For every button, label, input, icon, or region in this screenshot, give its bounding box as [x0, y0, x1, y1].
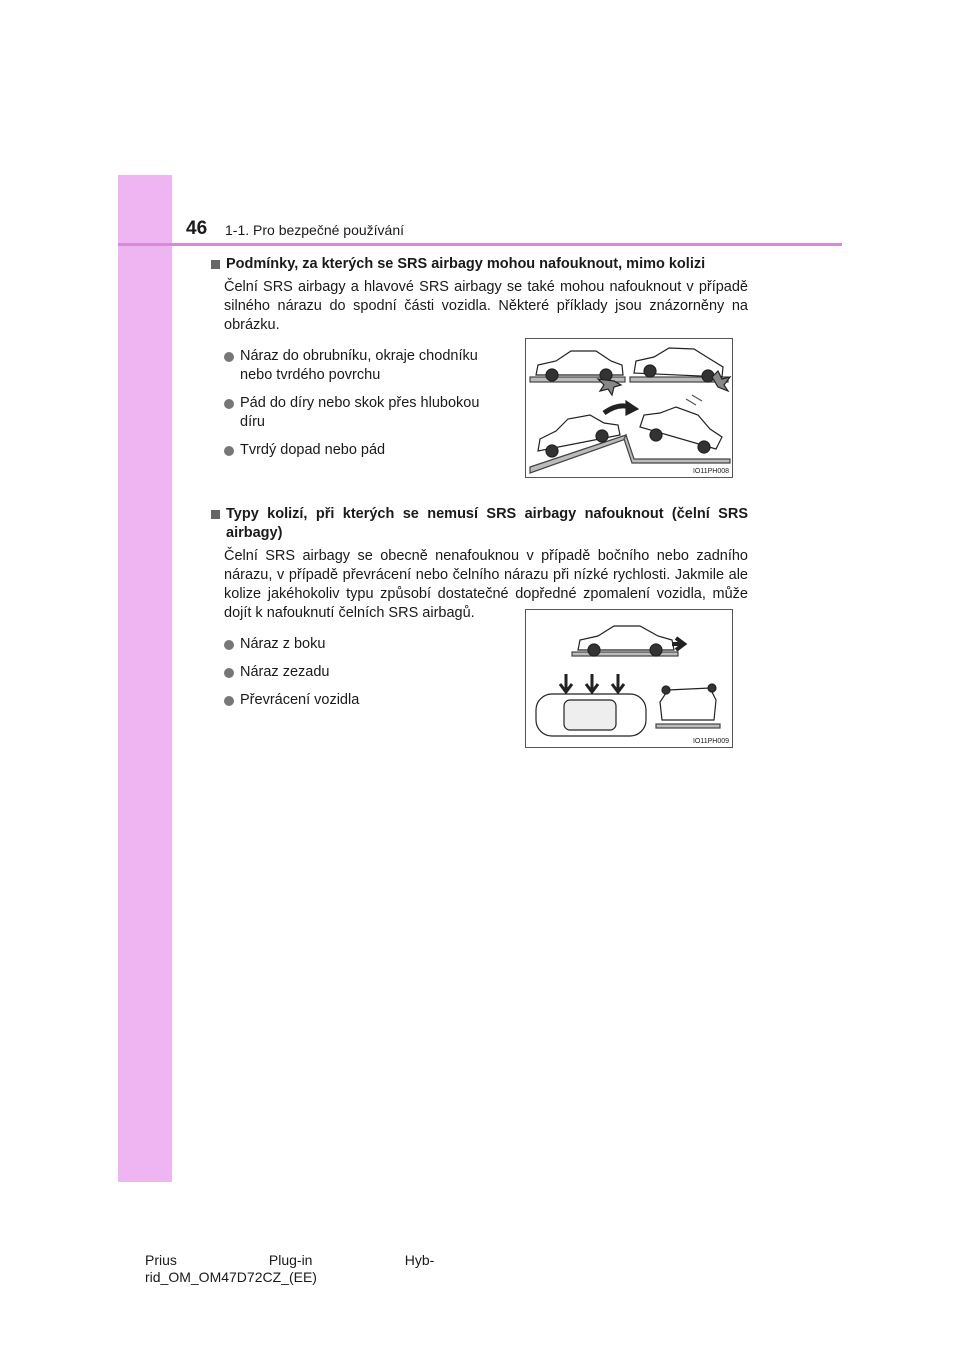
- page-number: 46: [186, 218, 208, 239]
- section-text: Čelní SRS airbagy a hlavové SRS airbagy se také mohou nafouknout v případě silného nárazu do spodní části vozidla. Některé příklady jsou znázorněny na obrázku.: [224, 279, 748, 333]
- list-item: Náraz zezadu: [208, 663, 498, 682]
- circle-bullet-icon: [224, 640, 234, 650]
- circle-bullet-icon: [224, 352, 234, 362]
- circle-bullet-icon: [224, 446, 234, 456]
- list-item: Náraz z boku: [208, 635, 498, 654]
- sidebar-tab: [118, 175, 172, 1182]
- figure-caption: IO11PH009: [692, 738, 729, 745]
- circle-bullet-icon: [224, 399, 234, 409]
- section-text: Čelní SRS airbagy se obecně nenafouknou v případě bočního nebo zadního nárazu, v případě převrácení nebo čelního nárazu při nízké rychlosti. Jakmile ale kolize jakéhokoliv typu způsobí dostatečné dopředné zpomalení vozidla, může dojít k nafouknutí čelních SRS airbagů.: [224, 548, 748, 621]
- list-item: Převrácení vozidla: [208, 691, 498, 710]
- car-impact-illustration: [526, 339, 732, 477]
- list-item: Náraz do obrubníku, okraje chodníku nebo tvrdého povrchu: [208, 347, 498, 385]
- section-title: Typy kolizí, při kterých se nemusí SRS airbagy nafouknout (čelní SRS airbagy): [226, 506, 748, 541]
- circle-bullet-icon: [224, 696, 234, 706]
- square-bullet-icon: [211, 510, 220, 519]
- list-item: Pád do díry nebo skok přes hlubokou díru: [208, 394, 498, 432]
- footer: [145, 1252, 434, 1286]
- figure-undercarriage-impacts: [525, 338, 733, 478]
- figure-non-deploy-collisions: [525, 609, 733, 748]
- circle-bullet-icon: [224, 668, 234, 678]
- chapter-title: 1-1. Pro bezpečné používání: [225, 222, 405, 238]
- footer-variant: Plug-in: [268, 1252, 313, 1268]
- footer-code: rid_OM_OM47D72CZ_(EE): [145, 1269, 317, 1285]
- section-title: Podmínky, za kterých se SRS airbagy mohou nafouknout, mimo kolizi: [226, 256, 706, 272]
- footer-hybrid: Hyb-: [404, 1252, 435, 1268]
- footer-model: Prius: [145, 1252, 177, 1268]
- figure-caption: IO11PH008: [692, 468, 729, 475]
- list-item: Tvrdý dopad nebo pád: [208, 441, 498, 460]
- header-divider: [118, 243, 842, 246]
- collision-types-illustration: [526, 610, 732, 747]
- square-bullet-icon: [211, 260, 220, 269]
